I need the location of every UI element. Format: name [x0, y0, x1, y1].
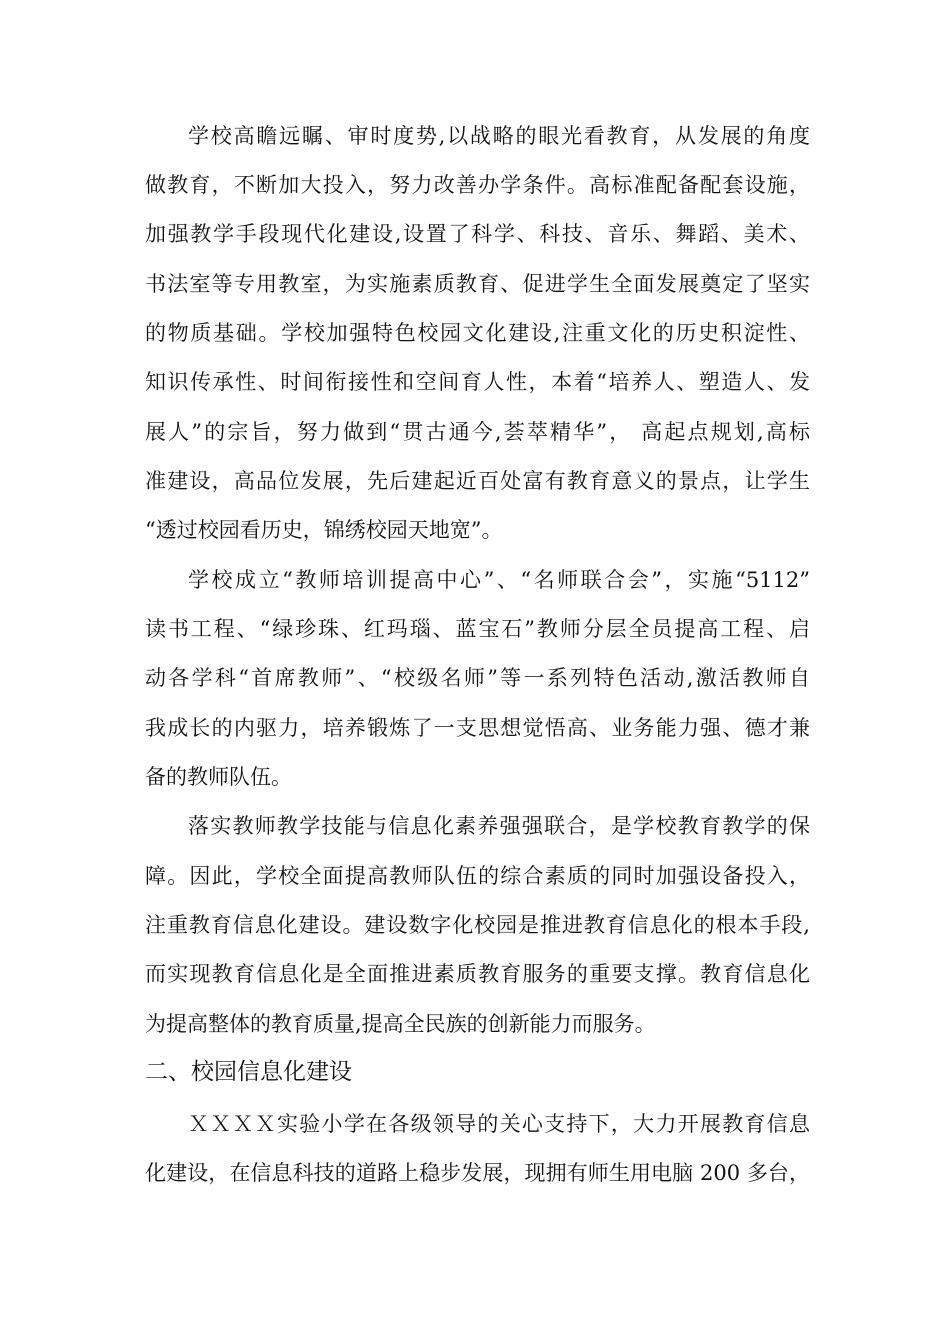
paragraph-3-line-1: 落实教师教学技能与信息化素养强强联合，是学校教育教学的保 [188, 814, 810, 838]
paragraph-3-line-2: 障。因此，学校全面提高教师队伍的综合素质的同时加强设备投入， [145, 864, 810, 888]
paragraph-2-line-3: 动各学科“首席教师”、“校级名师”等一系列特色活动,激活教师自 [145, 666, 810, 690]
paragraph-2-line-1: 学校成立“教师培训提高中心”、“名师联合会”，实施“5112” [188, 568, 810, 592]
paragraph-4-line-1: ＸＸＸＸ实验小学在各级领导的关心支持下，大力开展教育信息 [188, 1112, 810, 1136]
section-heading: 二、校园信息化建设 [145, 1059, 352, 1085]
paragraph-2-line-5: 备的教师队伍。 [145, 765, 292, 789]
paragraph-1-line-6: 知识传承性、时间衔接性和空间育人性，本着“培养人、塑造人、发 [145, 370, 810, 394]
paragraph-2-line-4: 我成长的内驱力，培养锻炼了一支思想觉悟高、业务能力强、德才兼 [145, 716, 810, 740]
paragraph-1-line-7: 展人”的宗旨，努力做到“贯古通今,荟萃精华”， 高起点规划,高标 [145, 420, 810, 444]
paragraph-1-line-1: 学校高瞻远瞩、审时度势,以战略的眼光看教育，从发展的角度 [188, 124, 810, 148]
paragraph-1-line-5: 的物质基础。学校加强特色校园文化建设,注重文化的历史积淀性、 [145, 321, 810, 345]
paragraph-3-line-3: 注重教育信息化建设。建设数字化校园是推进教育信息化的根本手段, [145, 913, 810, 937]
paragraph-3-line-4: 而实现教育信息化是全面推进素质教育服务的重要支撑。教育信息化 [145, 962, 810, 986]
paragraph-1-line-4: 书法室等专用教室，为实施素质教育、促进学生全面发展奠定了坚实 [145, 272, 810, 296]
paragraph-1-line-2: 做教育，不断加大投入，努力改善办学条件。高标准配备配套设施， [145, 173, 810, 197]
paragraph-4-line-2: 化建设，在信息科技的道路上稳步发展，现拥有师生用电脑 200 多台， [145, 1161, 810, 1185]
paragraph-1-line-9: “透过校园看历史，锦绣校园天地宽”。 [145, 518, 503, 542]
paragraph-1-line-3: 加强教学手段现代化建设,设置了科学、科技、音乐、舞蹈、美术、 [145, 222, 810, 246]
paragraph-1-line-8: 准建设，高品位发展，先后建起近百处富有教育意义的景点，让学生 [145, 469, 810, 493]
paragraph-2-line-2: 读书工程、“绿珍珠、红玛瑙、蓝宝石”教师分层全员提高工程、启 [145, 617, 810, 641]
paragraph-3-line-5: 为提高整体的教育质量,提高全民族的创新能力而服务。 [145, 1012, 656, 1036]
